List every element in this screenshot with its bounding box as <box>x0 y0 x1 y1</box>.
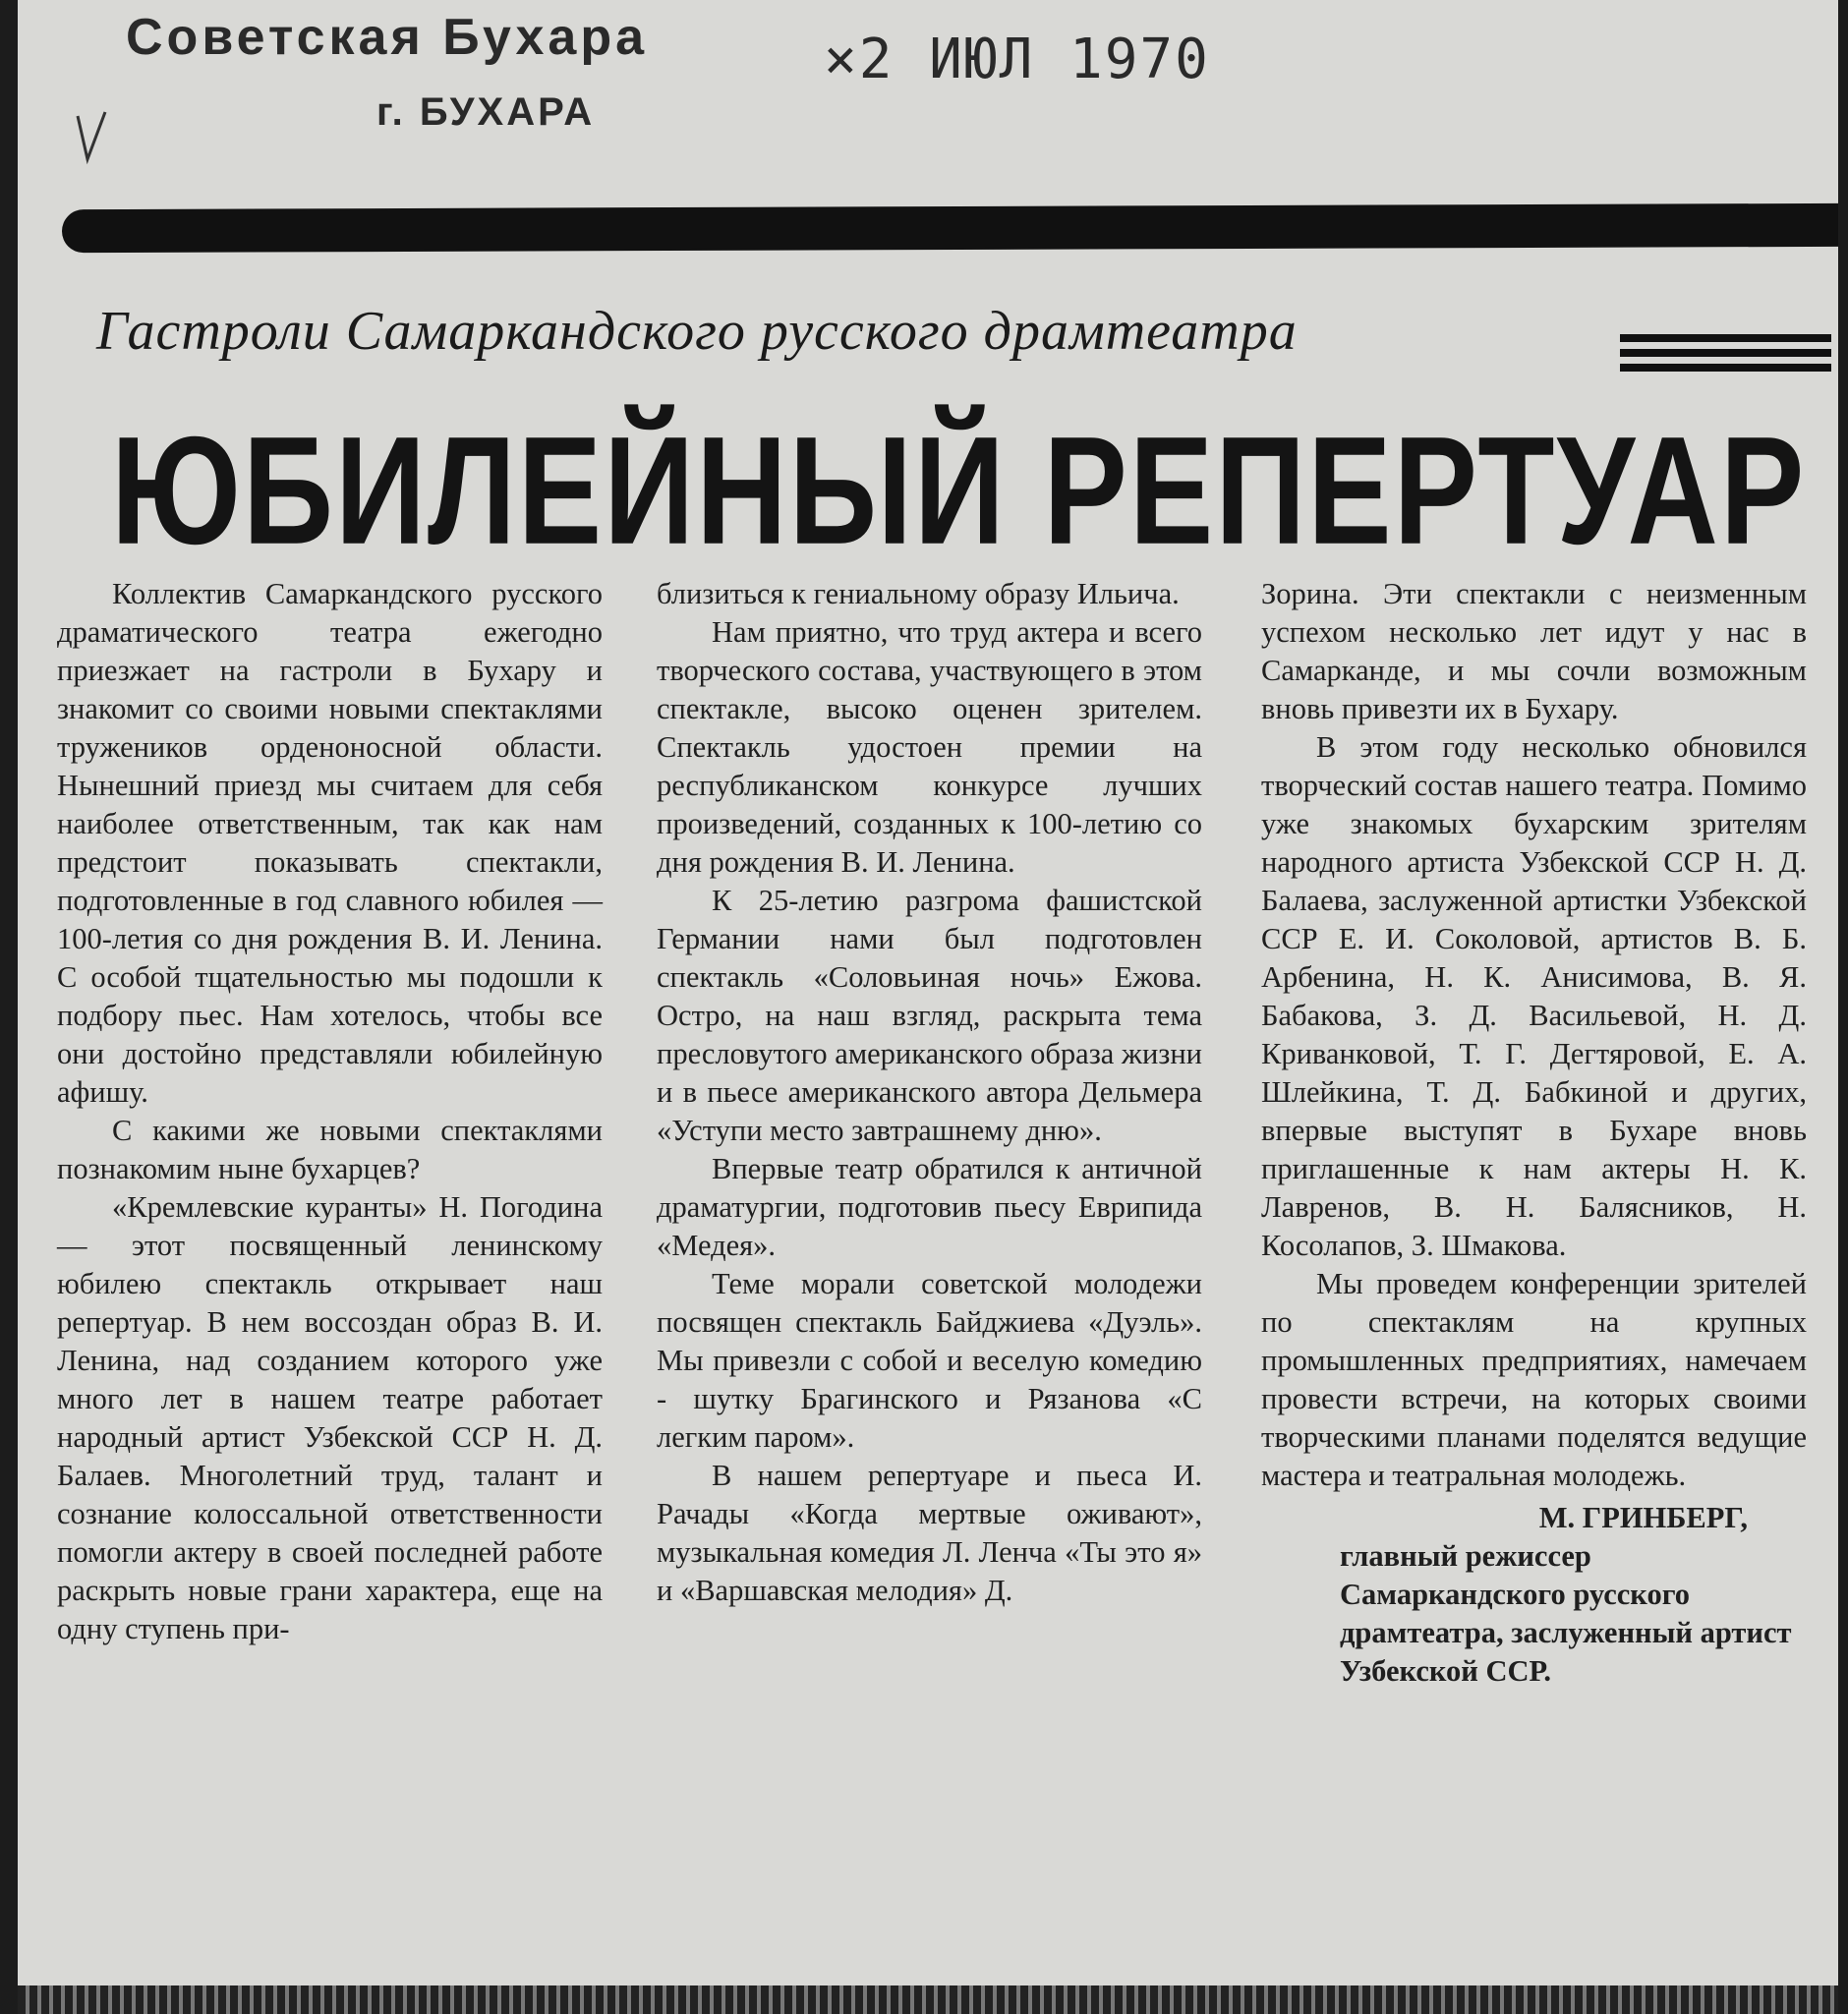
header-rule <box>62 203 1838 253</box>
author-title: главный режиссер Самаркандского русского драмтеатра, заслуженный артист Узбекской ССР. <box>1340 1539 1792 1688</box>
newspaper-name-stamp: Советская Бухара <box>126 9 649 66</box>
paragraph: Теме морали советской молодежи посвящен спектакль Байджиева «Дуэль». Мы привезли с собой и веселую комедию - шутку Брагинского и Рязанова «С легким паром». <box>657 1267 1202 1454</box>
paragraph: Мы проведем конференции зрителей по спектаклям на крупных промышленных предприятиях, намечаем провести встречи, на которых своими творческими планами поделятся ведущие мастера и театральная молодежь. <box>1261 1267 1807 1492</box>
article-headline: ЮБИЛЕЙНЫЙ РЕПЕРТУАР <box>111 405 1807 577</box>
rubric-bars-decoration <box>1620 334 1831 374</box>
film-edge-strip <box>18 1985 1838 2014</box>
article-column-2 <box>657 575 1202 1610</box>
paragraph: близиться к гениальному образу Ильича. <box>657 577 1180 610</box>
date-stamp: ×2 ИЮЛ 1970 <box>824 28 1210 91</box>
paragraph: С какими же новыми спектаклями познакомим ныне бухарцев? <box>57 1114 603 1185</box>
newspaper-clipping <box>18 0 1838 2014</box>
paragraph: В нашем репертуаре и пьеса И. Рачады «Когда мертвые оживают», музыкальная комедия Л. Ленча «Ты это я» и «Варшавская мелодия» Д. <box>657 1459 1202 1607</box>
author-signature: М. ГРИНБЕРГ, <box>1538 1501 1748 1534</box>
paragraph: Зорина. Эти спектакли с неизменным успехом несколько лет идут у нас в Самарканде, и мы сочли возможным вновь привезти их в Бухару. <box>1261 577 1807 725</box>
paragraph: Впервые театр обратился к античной драматургии, подготовив пьесу Еврипида «Медея». <box>657 1152 1202 1262</box>
article-column-1 <box>57 575 603 1648</box>
paragraph: Коллектив Самаркандского русского драматического театра ежегодно приезжает на гастроли в Бухару и знакомит со своими новыми спектаклями тружеников орденоносной области. Нынешний приезд мы считаем для себя наиболее ответственным, так как нам предстоит показывать спектакли, подготовленные в год славного юбилея — 100-летия со дня рождения В. И. Ленина. С особой тщательностью мы подошли к подбору пьес. Нам хотелось, чтобы все они достойно представляли юбилейную афишу. <box>57 577 603 1109</box>
paragraph: К 25-летию разгрома фашистской Германии нами был подготовлен спектакль «Соловьиная ночь» Ежова. Остро, на наш взгляд, раскрыта тема пресловутого американского образа жизни и в пьесе американского автора Дельмера «Уступи место завтрашнему дню». <box>657 884 1202 1147</box>
handwritten-check-icon <box>72 108 111 167</box>
paragraph: Нам приятно, что труд актера и всего творческого состава, участвующего в этом спектакле, высоко оценен зрителем. Спектакль удостоен премии на республиканском конкурсе лучших произведений, созданных к 100-летию со дня рождения В. И. Ленина. <box>657 615 1202 879</box>
paragraph: «Кремлевские куранты» Н. Погодина — этот посвященный ленинскому юбилею спектакль открывает наш репертуар. В нем воссоздан образ В. И. Ленина, над созданием которого уже много лет в нашем театре работает народный артист Узбекской ССР Н. Д. Балаев. Многолетний труд, талант и сознание колоссальной ответственности помогли актеру в своей последней работе раскрыть новые грани характера, еще на одну ступень при- <box>57 1190 603 1645</box>
paragraph: В этом году несколько обновился творческий состав нашего театра. Помимо уже знакомых бухарским зрителям народного артиста Узбекской ССР Н. Д. Балаева, заслуженной артистки Узбекской ССР Е. И. Соколовой, артистов В. Б. Арбенина, Н. К. Анисимова, В. Я. Бабакова, З. Д. Васильевой, Н. Д. Криванковой, Т. Г. Дегтяровой, Е. А. Шлейкина, Т. Д. Бабкиной и других, впервые выступят в Бухаре вновь приглашенные к нам актеры Н. К. Лавренов, В. Н. Балясников, Н. Косолапов, З. Шмакова. <box>1261 730 1807 1262</box>
article-column-3 <box>1261 575 1807 1691</box>
city-stamp: г. БУХАРА <box>376 90 596 134</box>
section-rubric: Гастроли Самаркандского русского драмтеатра <box>96 301 1298 362</box>
